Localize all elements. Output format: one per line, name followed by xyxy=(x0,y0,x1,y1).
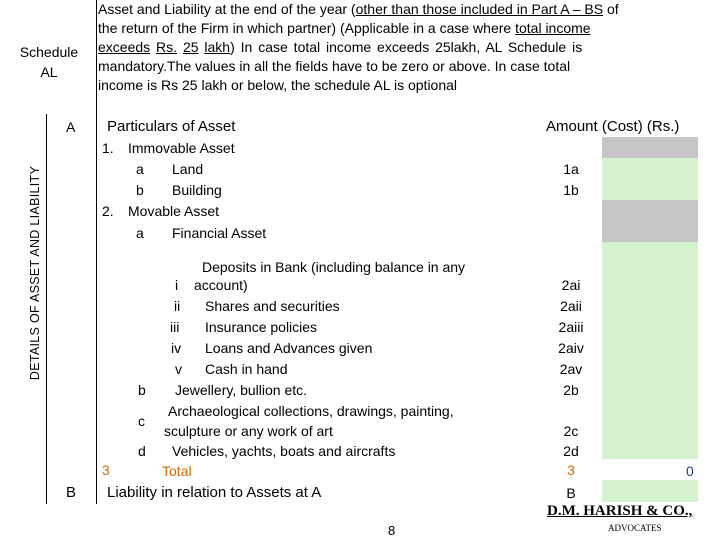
row-label-archaeology-1: Archaeological collections, drawings, painting, xyxy=(168,403,454,419)
input-archaeology[interactable] xyxy=(602,400,698,438)
row-code-total: 3 xyxy=(567,462,575,478)
page-number: 8 xyxy=(388,523,396,538)
header-line-5: income is Rs 25 lakh or below, the schedule AL is optional xyxy=(98,77,458,93)
row-label-deposits-2: account) xyxy=(194,277,248,293)
row-sub-jewellery: b xyxy=(138,382,146,398)
cell-financial xyxy=(602,221,698,242)
row-label-total: Total xyxy=(162,463,192,479)
header-line-2: the return of the Firm in which partner) (Applicable in a case where total income xyxy=(98,20,591,36)
cell-immovable xyxy=(602,137,698,158)
header-line-1: Asset and Liability at the end of the year (other than those included in Part A – BS of xyxy=(98,1,619,17)
row-sub-land: a xyxy=(136,161,144,177)
row-label-deposits-1: Deposits in Bank (including balance in any xyxy=(202,259,466,275)
divider-section xyxy=(96,118,97,504)
schedule-code: AL xyxy=(40,64,58,80)
row-label-immovable: Immovable Asset xyxy=(128,140,235,156)
amount-header: Amount (Cost) (Rs.) xyxy=(546,118,680,135)
row-sub-loans: iv xyxy=(171,340,182,356)
schedule-word: Schedule xyxy=(19,44,79,60)
row-code-land: 1a xyxy=(563,161,579,177)
schedule-label xyxy=(4,42,94,82)
input-shares[interactable] xyxy=(602,295,698,316)
row-label-financial: Financial Asset xyxy=(172,225,267,241)
input-building[interactable] xyxy=(602,179,698,200)
divider-schedule xyxy=(96,0,97,118)
section-a-letter: A xyxy=(66,119,76,135)
side-title: DETAILS OF ASSET AND LIABILITY xyxy=(28,165,42,381)
row-label-cash: Cash in hand xyxy=(205,361,288,377)
input-land[interactable] xyxy=(602,158,698,179)
input-jewellery[interactable] xyxy=(602,379,698,400)
row-label-insurance: Insurance policies xyxy=(205,319,318,335)
divider-left xyxy=(46,114,47,504)
row-code-shares: 2aii xyxy=(560,298,582,314)
row-code-cash: 2av xyxy=(559,361,583,377)
row-label-loans: Loans and Advances given xyxy=(205,340,373,356)
section-a-title: Particulars of Asset xyxy=(107,118,236,135)
row-label-archaeology-2: sculpture or any work of art xyxy=(164,423,333,439)
input-liability[interactable] xyxy=(602,480,698,502)
input-vehicles[interactable] xyxy=(602,438,698,459)
row-code-insurance: 2aiii xyxy=(558,319,584,335)
schedule-description xyxy=(98,0,694,95)
cell-total xyxy=(602,459,698,480)
row-label-movable: Movable Asset xyxy=(128,203,220,219)
row-label-shares: Shares and securities xyxy=(205,298,340,314)
row-num-total: 3 xyxy=(102,462,110,478)
row-code-archaeology: 2c xyxy=(563,423,579,439)
row-code-vehicles: 2d xyxy=(563,443,579,459)
input-insurance[interactable] xyxy=(602,316,698,337)
row-code-deposits: 2ai xyxy=(561,277,581,293)
row-code-building: 1b xyxy=(563,182,579,198)
row-sub-shares: ii xyxy=(174,298,181,314)
section-b-code: B xyxy=(566,485,576,501)
row-code-loans: 2aiv xyxy=(558,340,584,356)
row-sub-financial: a xyxy=(136,225,144,241)
input-deposits[interactable] xyxy=(602,242,698,295)
row-label-vehicles: Vehicles, yachts, boats and aircrafts xyxy=(172,443,396,459)
row-num-movable: 2. xyxy=(102,203,114,219)
row-label-land: Land xyxy=(172,161,204,177)
section-b-letter: B xyxy=(66,484,77,501)
row-label-building: Building xyxy=(172,182,222,198)
row-sub-deposits: i xyxy=(175,277,179,293)
section-b-title: Liability in relation to Assets at A xyxy=(107,484,322,501)
row-sub-insurance: iii xyxy=(170,319,180,335)
row-sub-cash: v xyxy=(175,361,182,377)
row-num-immovable: 1. xyxy=(102,140,114,156)
firm-subtitle: ADVOCATES xyxy=(608,523,662,533)
input-loans[interactable] xyxy=(602,337,698,358)
row-label-jewellery: Jewellery, bullion etc. xyxy=(175,382,308,398)
total-value: 0 xyxy=(686,463,694,479)
cell-movable xyxy=(602,200,698,221)
row-code-jewellery: 2b xyxy=(563,382,579,398)
header-line-3: exceeds Rs. 25 lakh) In case total income exceeds 25lakh, AL Schedule is xyxy=(98,39,583,55)
header-line-4: mandatory.The values in all the fields have to be zero or above. In case total xyxy=(98,58,571,74)
firm-name: D.M. HARISH & CO., xyxy=(547,503,693,519)
input-cash[interactable] xyxy=(602,358,698,379)
row-sub-archaeology: c xyxy=(138,413,145,429)
row-sub-building: b xyxy=(136,182,144,198)
row-sub-vehicles: d xyxy=(138,443,146,459)
